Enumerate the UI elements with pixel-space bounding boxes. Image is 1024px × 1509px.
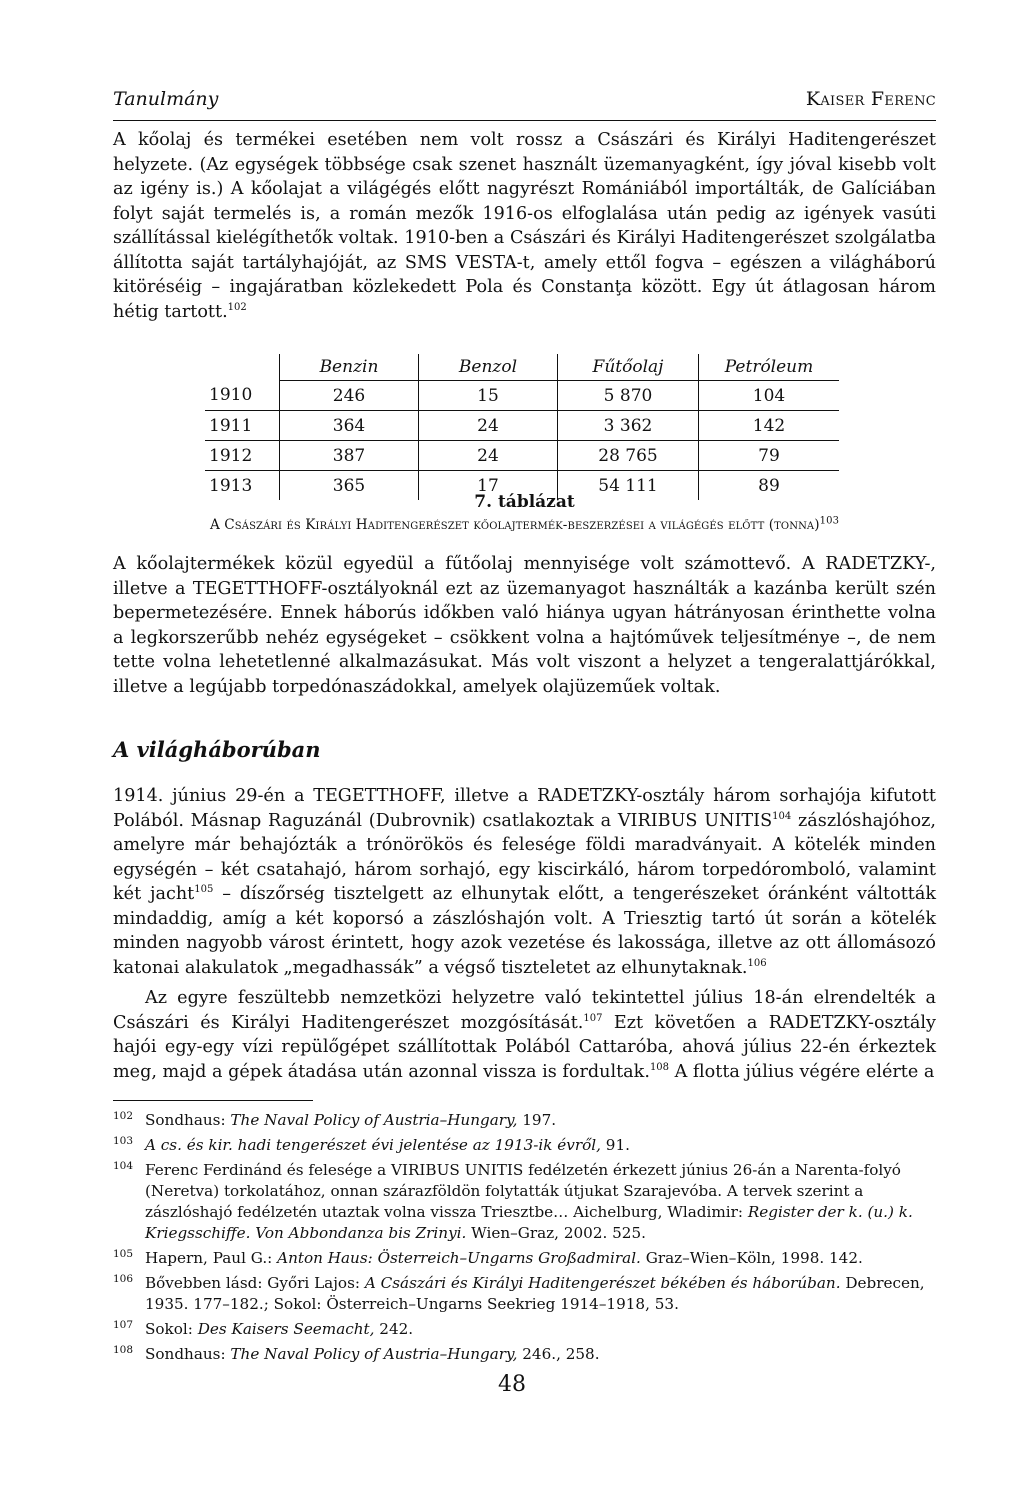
table-row	[205, 411, 839, 441]
footnote-ref[interactable]: 104	[772, 810, 792, 822]
footnote-title: Des Kaisers Seemacht,	[197, 1320, 375, 1338]
table-cell: 365	[280, 471, 419, 501]
column-header: Petróleum	[699, 354, 840, 381]
footnote	[113, 1248, 936, 1269]
table-cell: 104	[699, 381, 840, 411]
footnote-text: Wien–Graz, 2002. 525.	[466, 1224, 646, 1242]
paragraph-text: A kőolajtermékek közül egyedül a fűtőolaj mennyisége volt számottevő. A RADETZKY-, illetve a TEGETTHOFF-osztályoknál ezt az üzemanyagot használták a kazánba került szén bepermetezésére. Ennek háborús időkben való hiánya ugyan hátrányosan érinthette volna a legkorszerűbb nehéz egységeket – csökkent volna a hajtóművek teljesítménye –, de nem tette volna lehetetlenné alkalmazásukat. Más volt viszont a helyzet a tengeralattjárókkal, illetve a legújabb torpedónaszádokkal, amelyek olajüzeműek voltak.	[113, 554, 936, 697]
table-cell: 5 870	[558, 381, 699, 411]
footnote	[113, 1135, 936, 1156]
footnote-text: Bővebben lásd: Győri Lajos:	[145, 1274, 365, 1292]
footnote-number: 106	[113, 1273, 134, 1285]
paragraph-mobilization	[113, 986, 936, 1084]
footnote	[113, 1319, 936, 1340]
footnote-title: The Naval Policy of Austria–Hungary,	[230, 1111, 518, 1129]
table-cell: 142	[699, 411, 840, 441]
footnote-text: Graz–Wien–Köln, 1998. 142.	[640, 1249, 863, 1267]
column-header: Benzin	[280, 354, 419, 381]
footnotes	[113, 1110, 936, 1369]
footnote-ref[interactable]: 102	[227, 301, 247, 313]
footnote-number: 102	[113, 1110, 134, 1122]
paragraph-text: Az egyre feszültebb nemzetközi helyzetre való tekintettel július 18-án elrendelték a Császári és Királyi Haditengerészet mozgósítását.	[113, 988, 936, 1033]
footnote-text: 197.	[517, 1111, 557, 1129]
table-cell: 28 765	[558, 441, 699, 471]
footnote-title: The Naval Policy of Austria–Hungary,	[230, 1345, 518, 1363]
footnote-number: 108	[113, 1344, 134, 1356]
footnote-text: Ferenc Ferdinánd és felesége a VIRIBUS UNITIS fedélzetén érkezett június 26-án a Narenta-folyó (Neretva) torkolatához, onnan szárazföldön folytatták útjukat Szarajevóba. A tervek szerint a zászlóshajó fedélzetén utaztak volna vissza Triesztbe… Aichelburg, Wladimir:	[145, 1161, 901, 1221]
running-head	[113, 88, 936, 110]
paragraph-fuel-oil	[113, 552, 936, 699]
footnote-ref[interactable]: 103	[819, 515, 840, 527]
table-row	[205, 441, 839, 471]
table-cell: 364	[280, 411, 419, 441]
section-heading: A világháborúban	[113, 737, 321, 762]
footnote-title: A Császári és Királyi Haditengerészet békében és háborúban.	[364, 1274, 841, 1292]
footnote	[113, 1160, 936, 1244]
row-year: 1913	[209, 475, 253, 496]
table-cell: 387	[280, 441, 419, 471]
table-header-row	[205, 354, 839, 381]
footnote-text: 242.	[374, 1320, 414, 1338]
footnote-number: 105	[113, 1248, 134, 1260]
page-number: 48	[498, 1372, 526, 1397]
footnote	[113, 1344, 936, 1365]
footnote-ref[interactable]: 107	[583, 1012, 603, 1024]
column-header: Fűtőolaj	[558, 354, 699, 381]
column-header: Benzol	[419, 354, 558, 381]
row-year: 1911	[205, 411, 280, 441]
paragraph-text: Ezt követően a RADETZKY-osztály hajói egy-egy vízi repülőgépet szállítottak Polából Cattaróba, ahová július 22-én érkeztek meg, majd a gépek átadása után azonnal vissza is fordultak.	[113, 1012, 936, 1082]
table-cell: 15	[419, 381, 558, 411]
table-cell: 246	[280, 381, 419, 411]
row-year: 1910	[205, 381, 280, 411]
table-cell: 79	[699, 441, 840, 471]
header-rule	[113, 120, 936, 121]
footnote-rule	[113, 1100, 313, 1101]
table-cell: 17	[419, 471, 558, 501]
footnote-text: 246., 258.	[517, 1345, 600, 1363]
paragraph-text: 1914. június 29-én a TEGETTHOFF, illetve a RADETZKY-osztály három sorhajója kifutott Polából. Másnap Raguzánál (Dubrovnik) csatlakoztak a VIRIBUS UNITIS	[113, 786, 936, 831]
footnote-text: Sokol:	[145, 1320, 198, 1338]
paragraph-text: – díszőrség tisztelgett az elhunytak előtt, a tengerészeket óránként váltották mindaddig, amíg a két koporsó a zászlóshajón volt. A Triesztig tartó út során a kötelék minden nagyobb várost érintett, hogy azok vezetése és lakossága, illetve az ott állomásozó katonai alakulatok „megadhassák” a végső tiszteletet az elhunytaknak.	[113, 884, 937, 978]
paragraph-oil-supply	[113, 128, 936, 324]
table-cell: 54 111	[558, 471, 699, 501]
paragraph-june-1914	[113, 784, 936, 980]
footnote-ref[interactable]: 105	[194, 884, 214, 896]
row-year: 1912	[205, 441, 280, 471]
table-caption-text: A Császári és Királyi Haditengerészet kőolajtermék-beszerzései a világégés előtt (tonna)	[209, 517, 820, 533]
footnote-text: 91.	[600, 1136, 630, 1154]
footnote-text: Debrecen, 1935. 177–182.; Sokol: Österreich–Ungarns Seekrieg 1914–1918, 53.	[145, 1274, 925, 1313]
table-cell: 89	[699, 471, 840, 501]
footnote-title: A cs. és kir. hadi tengerészet évi jelentése az 1913-ik évről,	[145, 1136, 601, 1154]
footnote-ref[interactable]: 106	[747, 957, 767, 969]
paragraph-text: zászlóshajóhoz, amelyre már behajózták a trónörökös és felesége földi maradványait. A kötelék minden egységén – két csatahajó, három sorhajó, egy kiscirkáló, három torpedóromboló, valamint két jacht	[113, 810, 936, 904]
footnote-number: 107	[113, 1319, 134, 1331]
footnote	[113, 1273, 936, 1315]
table-cell: 24	[419, 441, 558, 471]
table-corner-cell	[205, 354, 280, 381]
table-cell: 3 362	[558, 411, 699, 441]
table-caption	[113, 517, 936, 533]
footnote-title: Register der k. (u.) k. Kriegsschiffe. Von Abbondanza bis Zrinyi.	[145, 1203, 913, 1242]
author-name: Kaiser Ferenc	[805, 88, 936, 110]
footnote-text: Sondhaus:	[145, 1345, 231, 1363]
footnote-text: Hapern, Paul G.:	[145, 1249, 278, 1267]
footnote-number: 103	[113, 1135, 134, 1147]
paragraph-text: A flotta július végére elérte a	[669, 1061, 935, 1082]
footnote-number: 104	[113, 1160, 134, 1172]
footnote	[113, 1110, 936, 1131]
footnote-title: Anton Haus: Österreich–Ungarns Großadmiral.	[277, 1249, 641, 1267]
footnote-ref[interactable]: 108	[649, 1061, 670, 1073]
paragraph-text: A kőolaj és termékei esetében nem volt rossz a Császári és Királyi Haditengerészet helyzete. (Az egységek többsége csak szenet használt üzemanyagként, így jóval kisebb volt az igény is.) A kőolajat a világégés előtt nagyrészt Romániából importálták, de Galíciában folyt saját termelés is, a román mezők 1916-os elfoglalása után pedig az igények vasúti szállítással kielégíthetők voltak. 1910-ben a Császári és Királyi Haditengerészet szolgálatba állította saját tartályhajóját, az SMS VESTA-t, amely ettől fogva – egészen a világháború kitöréséig – ingajáratban közlekedett Pola és Constanţa között. Egy út átlagosan három hétig tartott.	[113, 130, 936, 322]
journal-section-label: Tanulmány	[113, 88, 219, 110]
oil-products-table	[205, 354, 839, 500]
table-cell: 24	[419, 411, 558, 441]
footnote-text: Sondhaus:	[145, 1111, 231, 1129]
table-number: 7. táblázat	[474, 492, 575, 512]
table-row	[205, 381, 839, 411]
